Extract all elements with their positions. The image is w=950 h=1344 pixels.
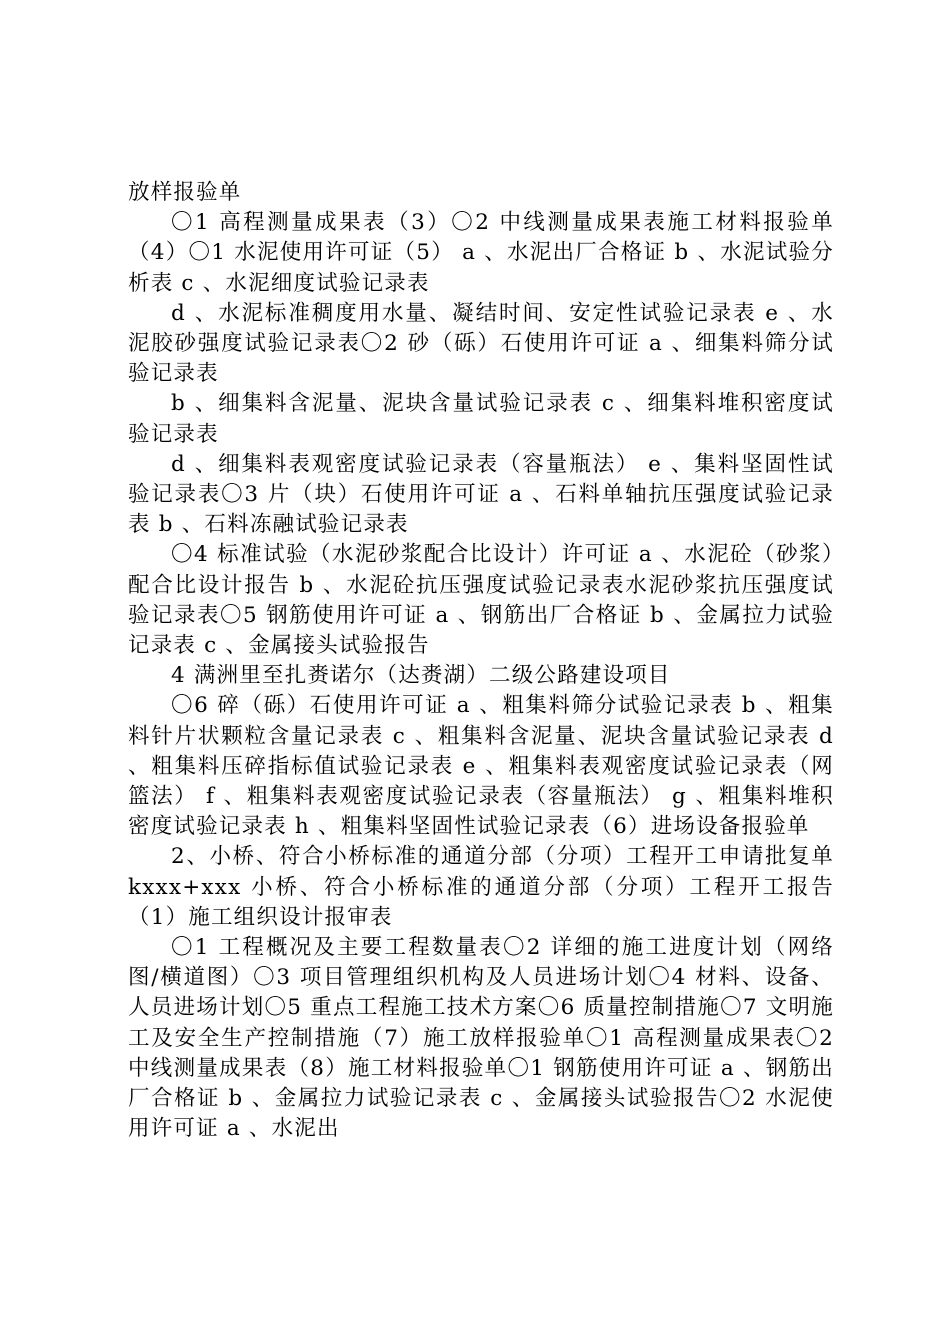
paragraph-10: 〇1 工程概况及主要工程数量表〇2 详细的施工进度计划（网络图/横道图）〇3 项目管理组织机构及人员进场计划〇4 材料、设备、人员进场计划〇5 重点工程施工技术方案〇6 质量控制措施〇7 文明施工及安全生产控制措施（7）施工放样报验单〇1 高程测量成果表〇2 中线测量成果表（8）施工材料报验单〇1 钢筋使用许可证 a 、钢筋出厂合格证 b 、金属拉力试验记录表 c 、金属接头试验报告〇2 水泥使用许可证 a 、水泥出 <box>128 935 834 1142</box>
paragraph-6: 〇4 标准试验（水泥砂浆配合比设计）许可证 a 、水泥砼（砂浆）配合比设计报告 b 、水泥砼抗压强度试验记录表水泥砂浆抗压强度试验记录表〇5 钢筋使用许可证 a 、钢筋出厂合格证 b 、金属拉力试验记录表 c 、金属接头试验报告 <box>128 542 834 659</box>
paragraph-5: d 、细集料表观密度试验记录表（容量瓶法） e 、集料坚固性试验记录表〇3 片（块）石使用许可证 a 、石料单轴抗压强度试验记录表 b 、石料冻融试验记录表 <box>128 451 834 538</box>
paragraph-1: 放样报验单 <box>128 180 242 205</box>
paragraph-7: 4 满洲里至扎赉诺尔（达赉湖）二级公路建设项目 <box>171 663 671 689</box>
paragraph-2: 〇1 高程测量成果表（3）〇2 中线测量成果表施工材料报验单（4）〇1 水泥使用许可证（5） a 、水泥出厂合格证 b 、水泥试验分析表 c 、水泥细度试验记录表 <box>128 210 834 296</box>
paragraph-8: 〇6 碎（砾）石使用许可证 a 、粗集料筛分试验记录表 b 、粗集料针片状颗粒含量记录表 c 、粗集料含泥量、泥块含量试验记录表 d 、粗集料压碎指标值试验记录表 e 、粗集料表观密度试验记录表（网篮法） f 、粗集料表观密度试验记录表（容量瓶法） g 、粗集料堆积密度试验记录表 h 、粗集料坚固性试验记录表（6）进场设备报验单 <box>128 693 834 840</box>
document-page <box>128 178 834 1145</box>
paragraph-3: d 、水泥标准稠度用水量、凝结时间、安定性试验记录表 e 、水泥胶砂强度试验记录表〇2 砂（砾）石使用许可证 a 、细集料筛分试验记录表 <box>128 300 834 387</box>
paragraph-4: b 、细集料含泥量、泥块含量试验记录表 c 、细集料堆积密度试验记录表 <box>128 391 834 447</box>
paragraph-9: 2、小桥、符合小桥标准的通道分部（分项）工程开工申请批复单 kxxx+xxx 小桥、符合小桥标准的通道分部（分项）工程开工报告（1）施工组织设计报审表 <box>128 844 834 930</box>
